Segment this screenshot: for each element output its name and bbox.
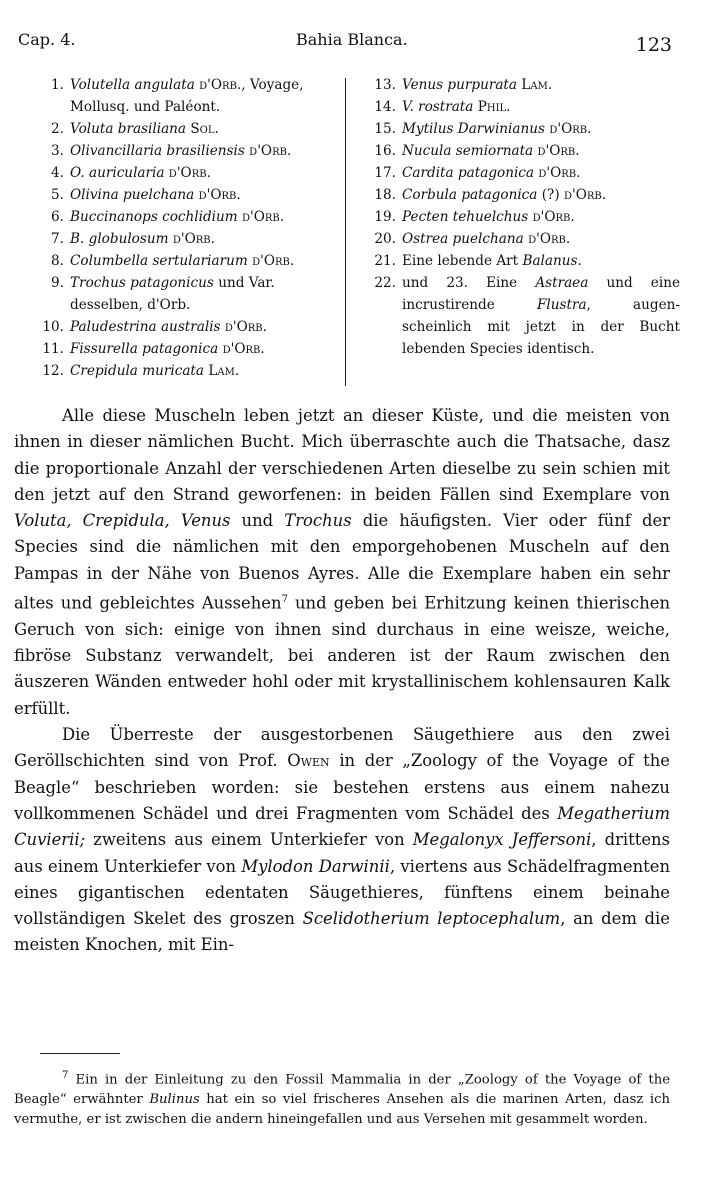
species-entry: 12. Crepidula muricata Lam. [42,363,240,379]
running-title: Bahia Blanca. [296,30,408,49]
species-entry: 1. Volutella angulata d'Orb., Voyage, [51,77,304,93]
species-entry: 14. V. rostrata Phil. [374,99,511,115]
species-list [28,74,684,384]
paragraph-1: Alle diese Muscheln leben jetzt an dieser Küste, und die meisten von ihnen in dieser nämlichen Bucht. Mich überraschte auch die Thatsache, dasz die proportionale Anzahl der verschiedenen Arten dieselbe zu sein schien mit den jetzt auf den Strand geworfenen: in beiden Fällen sind Exemplare von Voluta, Crepidula, Venus und Trochus die häufigsten. Vier oder fünf der Species sind die nämlichen mit den emporgehobenen Muscheln auf den Pampas in der Nähe von Buenos Ayres. Alle die Exemplare haben ein sehr altes und gebleichtes Aussehen$^7$ und geben bei Erhitzung keinen thierischen Geruch von sich: einige von ihnen sind durchaus in eine weisze, weiche, fibröse Substanz verwandelt, bei anderen ist der Raum zwischen den äuszeren Wänden entweder hohl oder mit krystallinischem kohlensauren Kalk erfüllt. [14,406,671,718]
footnote-reference[interactable]: 7 [281,594,288,606]
running-header [0,0,708,60]
species-entry: 21. Eine lebende Art Balanus. [374,253,582,269]
body-text [14,403,670,959]
species-entry: 15. Mytilus Darwinianus d'Orb. [374,121,592,137]
column-divider [345,78,346,386]
species-column-right [360,74,680,360]
species-entry: 13. Venus purpurata Lam. [374,77,553,93]
species-entry: 17. Cardita patagonica d'Orb. [374,165,581,181]
species-entry-continuation: scheinlich mit jetzt in der Bucht [402,319,680,335]
footnote-rule [40,1053,120,1054]
page-number: 123 [635,34,672,56]
species-entry: 9. Trochus patagonicus und Var. [51,275,275,291]
species-entry: 5. Olivina puelchana d'Orb. [51,187,241,203]
footnote-marker: 7 [62,1070,69,1081]
species-entry: 11. Fissurella patagonica d'Orb. [42,341,265,357]
chapter-label: Cap. 4. [18,30,76,49]
species-entry: 22. und 23. Eine Astraea und eine [374,275,680,291]
species-entry-continuation: lebenden Species identisch. [402,341,595,357]
species-entry: 20. Ostrea puelchana d'Orb. [374,231,571,247]
species-entry: 18. Corbula patagonica (?) d'Orb. [374,187,607,203]
species-entry-continuation: incrustirende Flustra, augen- [402,297,680,313]
species-entry-continuation: desselben, d'Orb. [70,297,191,313]
species-entry: 4. O. auricularia d'Orb. [51,165,211,181]
footnote: $^7$ Ein in der Einleitung zu den Fossil Mammalia in der „Zoology of the Voyage of the Beagle“ erwähnter Bulinus hat ein so viel frischeres Ansehen als die marinen Arten, dasz ich vermuthe, er ist zwischen die andern hineingefallen und aus Versehen mit gesammelt worden. [14,1070,670,1128]
species-entry: 6. Buccinanops cochlidium d'Orb. [51,209,285,225]
species-entry: 3. Olivancillaria brasiliensis d'Orb. [51,143,292,159]
species-entry: 19. Pecten tehuelchus d'Orb. [374,209,575,225]
species-entry: 8. Columbella sertulariarum d'Orb. [51,253,295,269]
species-entry: 16. Nucula semiornata d'Orb. [374,143,580,159]
species-entry-continuation: Mollusq. und Paléont. [70,99,221,115]
species-entry: 10. Paludestrina australis d'Orb. [42,319,267,335]
species-entry: 2. Voluta brasiliana Sol. [51,121,219,137]
species-entry: 7. B. globulosum d'Orb. [51,231,215,247]
paragraph-2: Die Überreste der ausgestorbenen Säugethiere aus den zwei Geröllschichten sind von Prof. Owen in der „Zoology of the Voyage of the Beagle“ beschrieben worden: sie bestehen erstens aus einem nahezu vollkommenen Schädel und drei Fragmenten vom Schädel des Megatherium Cuvierii; zweitens aus einem Unterkiefer von Megalonyx Jeffersoni, drittens aus einem Unterkiefer von Mylodon Darwinii, viertens aus Schädelfragmenten eines gigantischen edentaten Säugethieres, fünftens einem beinahe vollständigen Skelet des groszen Scelidotherium leptocephalum, an dem die meisten Knochen, mit Ein- [14,725,670,955]
species-column-left [28,74,344,382]
